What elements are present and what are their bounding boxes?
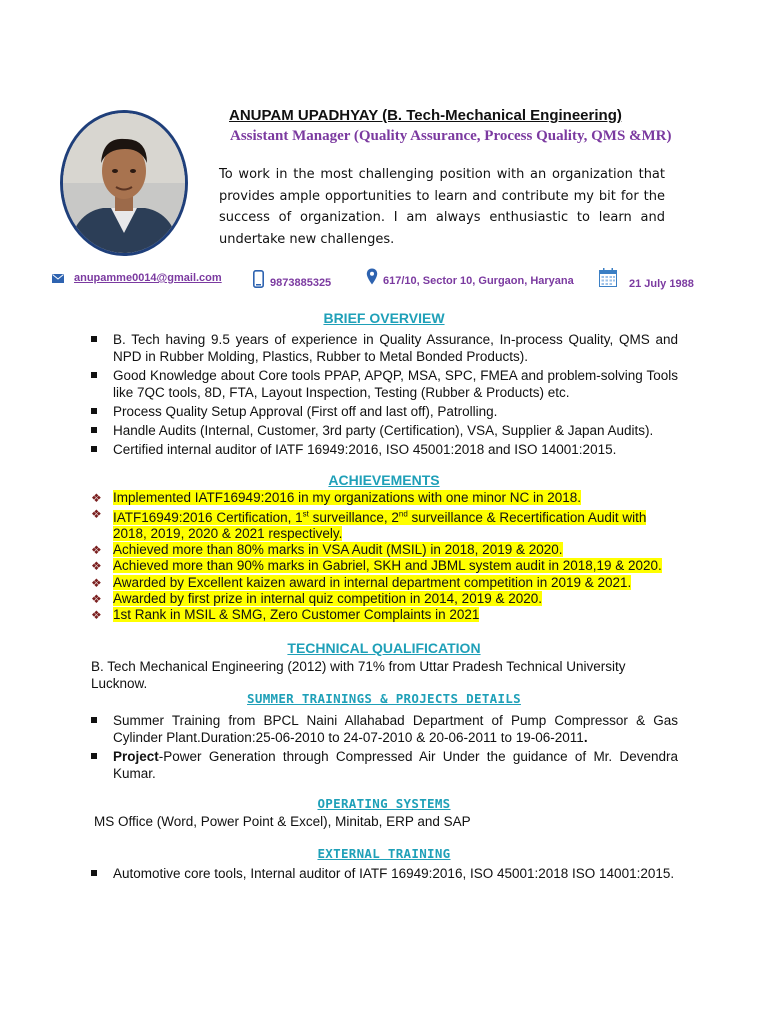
list-item: ❖ IATF16949:2016 Certification, 1st surveillance, 2nd surveillance & Recertification Audit with 2018, 2019, 2020 & 2021 respectively.: [91, 507, 647, 541]
list-item: ❖ Achieved more than 90% marks in Gabriel, SKH and JBML system audit in 2018,19 & 2020.: [91, 558, 662, 574]
diamond-bullet-icon: ❖: [91, 591, 102, 606]
address-text: 617/10, Sector 10, Gurgaon, Haryana: [383, 275, 574, 287]
date-of-birth: 21 July 1988: [629, 278, 694, 290]
list-item: Handle Audits (Internal, Customer, 3rd party (Certification), VSA, Supplier & Japan Audits).: [0, 422, 678, 439]
list-item: Summer Training from BPCL Naini Allahabad Department of Pump Compressor & Gas Cylinder Plant.Duration:25-06-2010 to 24-07-2010 & 20-06-2011 to 19-06-2011.: [0, 712, 678, 746]
operating-systems-heading: OPERATING SYSTEMS: [317, 796, 451, 811]
diamond-bullet-icon: ❖: [91, 507, 102, 522]
list-item: ❖ 1st Rank in MSIL & SMG, Zero Customer Complaints in 2021: [91, 606, 480, 622]
achievements-list: [0, 490, 678, 623]
list-item: Automotive core tools, Internal auditor of IATF 16949:2016, ISO 45001:2018 ISO 14001:2015.: [0, 865, 678, 882]
diamond-bullet-icon: ❖: [91, 559, 102, 574]
calendar-icon: [599, 268, 617, 287]
brief-overview-list: [0, 331, 678, 460]
list-item: Project-Power Generation through Compressed Air Under the guidance of Mr. Devendra Kumar.: [0, 748, 678, 782]
diamond-bullet-icon: ❖: [91, 607, 102, 622]
brief-overview-heading: BRIEF OVERVIEW: [323, 310, 445, 326]
candidate-role: Assistant Manager (Quality Assurance, Process Quality, QMS &MR): [230, 128, 672, 144]
list-item: B. Tech having 9.5 years of experience in Quality Assurance, In-process Quality, QMS and NPD in Rubber Molding, Plastics, Rubber to Metal Bonded Products).: [0, 331, 678, 365]
summer-trainings-heading: SUMMER TRAININGS & PROJECTS DETAILS: [247, 691, 521, 706]
email-link[interactable]: anupamme0014@gmail.com: [74, 272, 222, 284]
list-item: ❖ Awarded by Excellent kaizen award in internal department competition in 2019 & 2021.: [91, 574, 632, 590]
profile-photo: [60, 110, 188, 256]
summer-trainings-list: [0, 712, 678, 784]
list-item: ❖ Awarded by first prize in internal quiz competition in 2014, 2019 & 2020.: [91, 590, 543, 606]
external-training-heading: EXTERNAL TRAINING: [317, 846, 451, 861]
achievements-heading: ACHIEVEMENTS: [328, 472, 440, 488]
operating-systems-text: MS Office (Word, Power Point & Excel), Minitab, ERP and SAP: [94, 814, 471, 829]
phone-number: 9873885325: [270, 277, 332, 289]
candidate-name: ANUPAM UPADHYAY (B. Tech-Mechanical Engineering): [229, 107, 622, 124]
external-training-list: [0, 865, 678, 884]
qualification-text: B. Tech Mechanical Engineering (2012) with 71% from Uttar Pradesh Technical University Lucknow.: [91, 659, 626, 691]
technical-qualification-heading: TECHNICAL QUALIFICATION: [287, 640, 481, 656]
list-item: Process Quality Setup Approval (First off and last off), Patrolling.: [0, 403, 678, 420]
diamond-bullet-icon: ❖: [91, 543, 102, 558]
envelope-icon: [52, 274, 64, 283]
list-item: Good Knowledge about Core tools PPAP, APQP, MSA, SPC, FMEA and problem-solving Tools like 7QC tools, 8D, FTA, Layout Inspection, Testing (Rubber & Products) etc.: [0, 367, 678, 401]
list-item: ❖ Achieved more than 80% marks in VSA Audit (MSIL) in 2018, 2019 & 2020.: [91, 542, 563, 558]
diamond-bullet-icon: ❖: [91, 575, 102, 590]
list-item: Certified internal auditor of IATF 16949:2016, ISO 45001:2018 and ISO 14001:2015.: [0, 441, 678, 458]
location-pin-icon: [366, 268, 378, 285]
list-item: ❖ Implemented IATF16949:2016 in my organizations with one minor NC in 2018.: [91, 490, 581, 505]
mobile-phone-icon: [253, 270, 264, 288]
career-objective: To work in the most challenging position with an organization that provides ample opportunities to learn and contribute my bit for the success of organization. I am always enthusiastic to learn and undertake new challenges.: [219, 167, 665, 247]
diamond-bullet-icon: ❖: [91, 491, 102, 505]
